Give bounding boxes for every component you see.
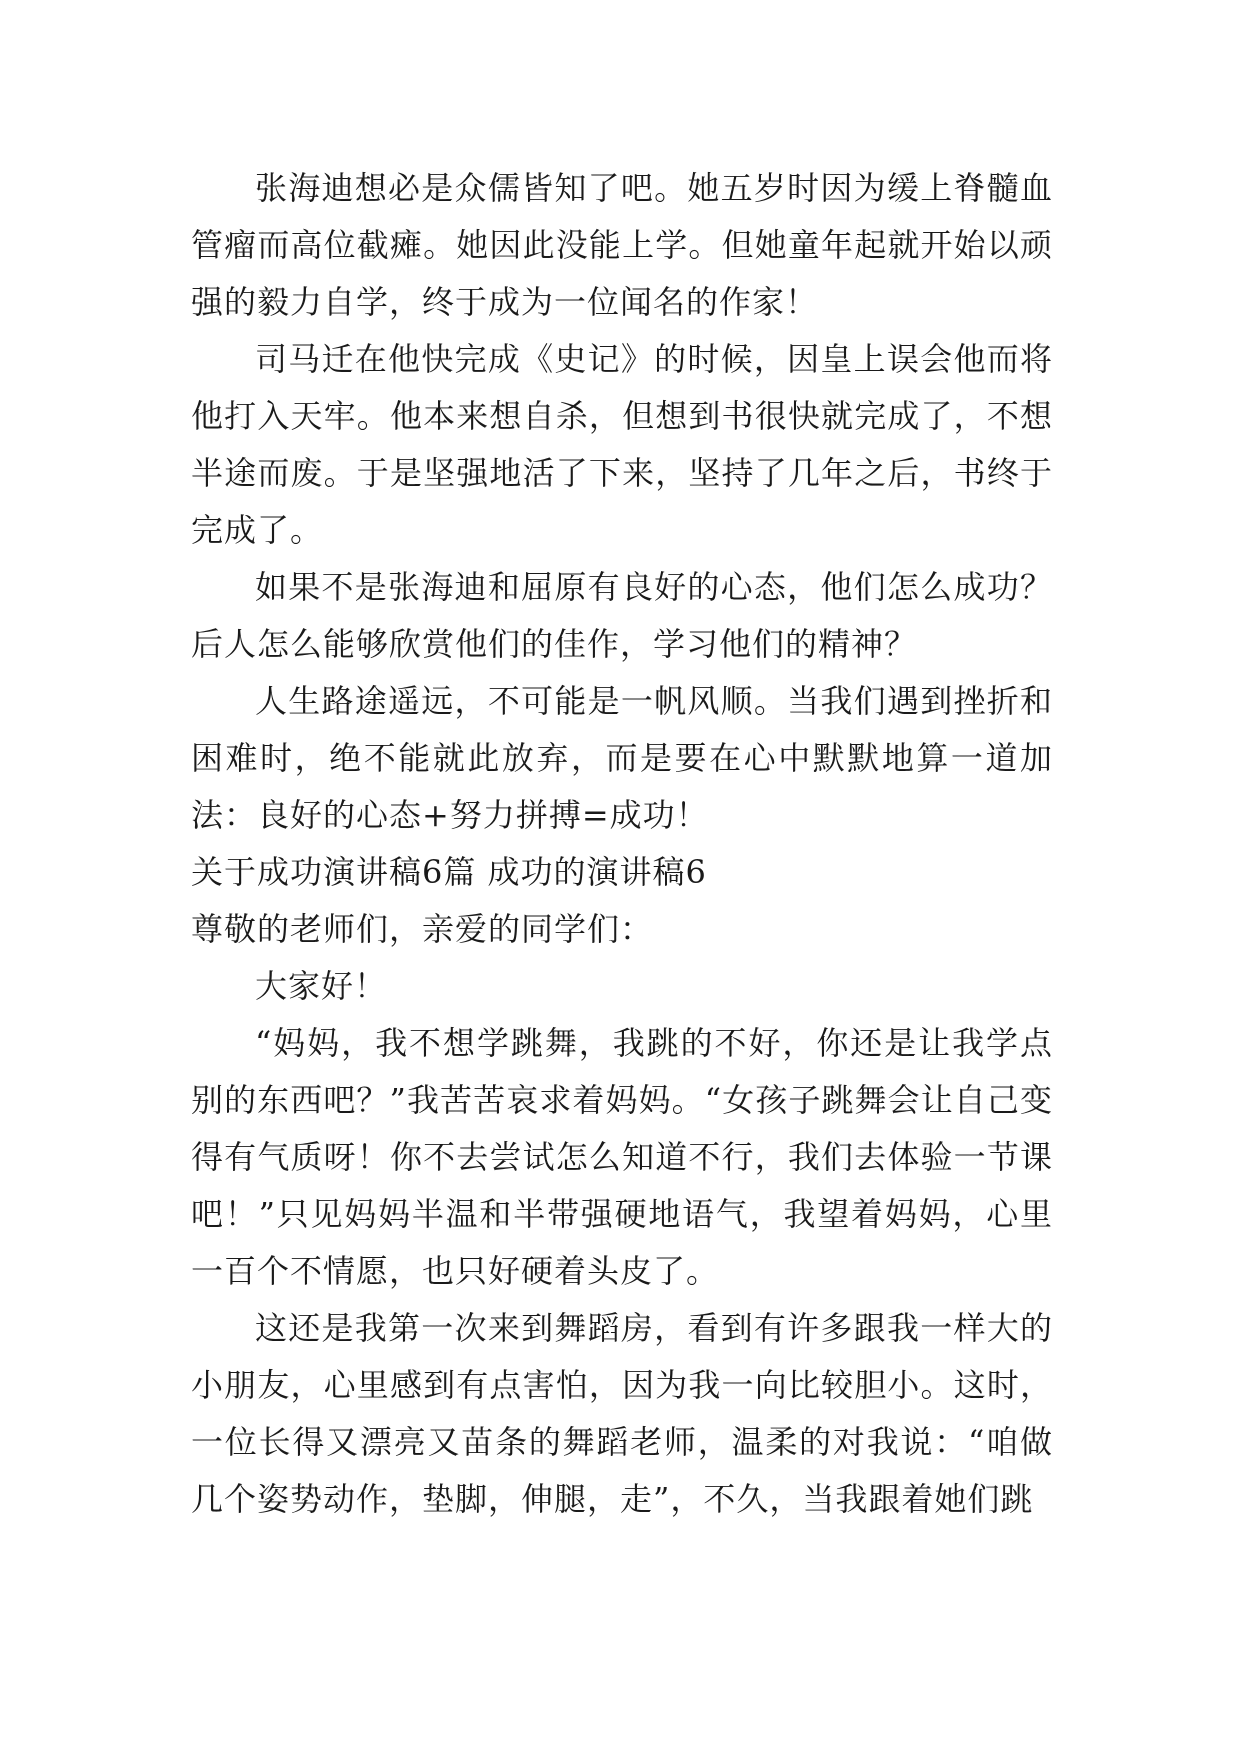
paragraph-dance-room: 这还是我第一次来到舞蹈房，看到有许多跟我一样大的小朋友，心里感到有点害怕，因为我一向比较胆小。这时，一位长得又漂亮又苗条的舞蹈老师，温柔的对我说：“咱做几个姿势动作，垫脚，伸腿，走”，不久，当我跟着她们跳 [191, 1309, 1053, 1518]
paragraph-zhang-haidi: 张海迪想必是众儒皆知了吧。她五岁时因为缓上脊髓血管瘤而高位截瘫。她因此没能上学。但她童年起就开始以顽强的毅力自学，终于成为一位闻名的作家！ [191, 169, 1053, 321]
paragraph-dance-request: “妈妈，我不想学跳舞，我跳的不好，你还是让我学点别的东西吧？”我苦苦哀求着妈妈。“女孩子跳舞会让自己变得有气质呀！你不去尝试怎么知道不行，我们去体验一节课吧！”只见妈妈半温和半带强硬地语气，我望着妈妈，心里一百个不情愿，也只好硬着头皮了。 [191, 1024, 1053, 1290]
document-body [191, 160, 1053, 1528]
section-heading: 关于成功演讲稿6篇 成功的演讲稿6 [191, 853, 707, 891]
salutation: 尊敬的老师们，亲爱的同学们： [191, 910, 654, 948]
paragraph-life-road: 人生路途遥远，不可能是一帆风顺。当我们遇到挫折和困难时，绝不能就此放弃，而是要在心中默默地算一道加法：良好的心态+努力拼搏=成功！ [191, 682, 1053, 834]
paragraph-sima-qian: 司马迁在他快完成《史记》的时候，因皇上误会他而将他打入天牢。他本来想自杀，但想到书很快就完成了，不想半途而废。于是坚强地活了下来，坚持了几年之后，书终于完成了。 [191, 340, 1053, 549]
greeting: 大家好！ [255, 967, 388, 1005]
paragraph-good-attitude: 如果不是张海迪和屈原有良好的心态，他们怎么成功？后人怎么能够欣赏他们的佳作，学习他们的精神？ [191, 568, 1053, 663]
